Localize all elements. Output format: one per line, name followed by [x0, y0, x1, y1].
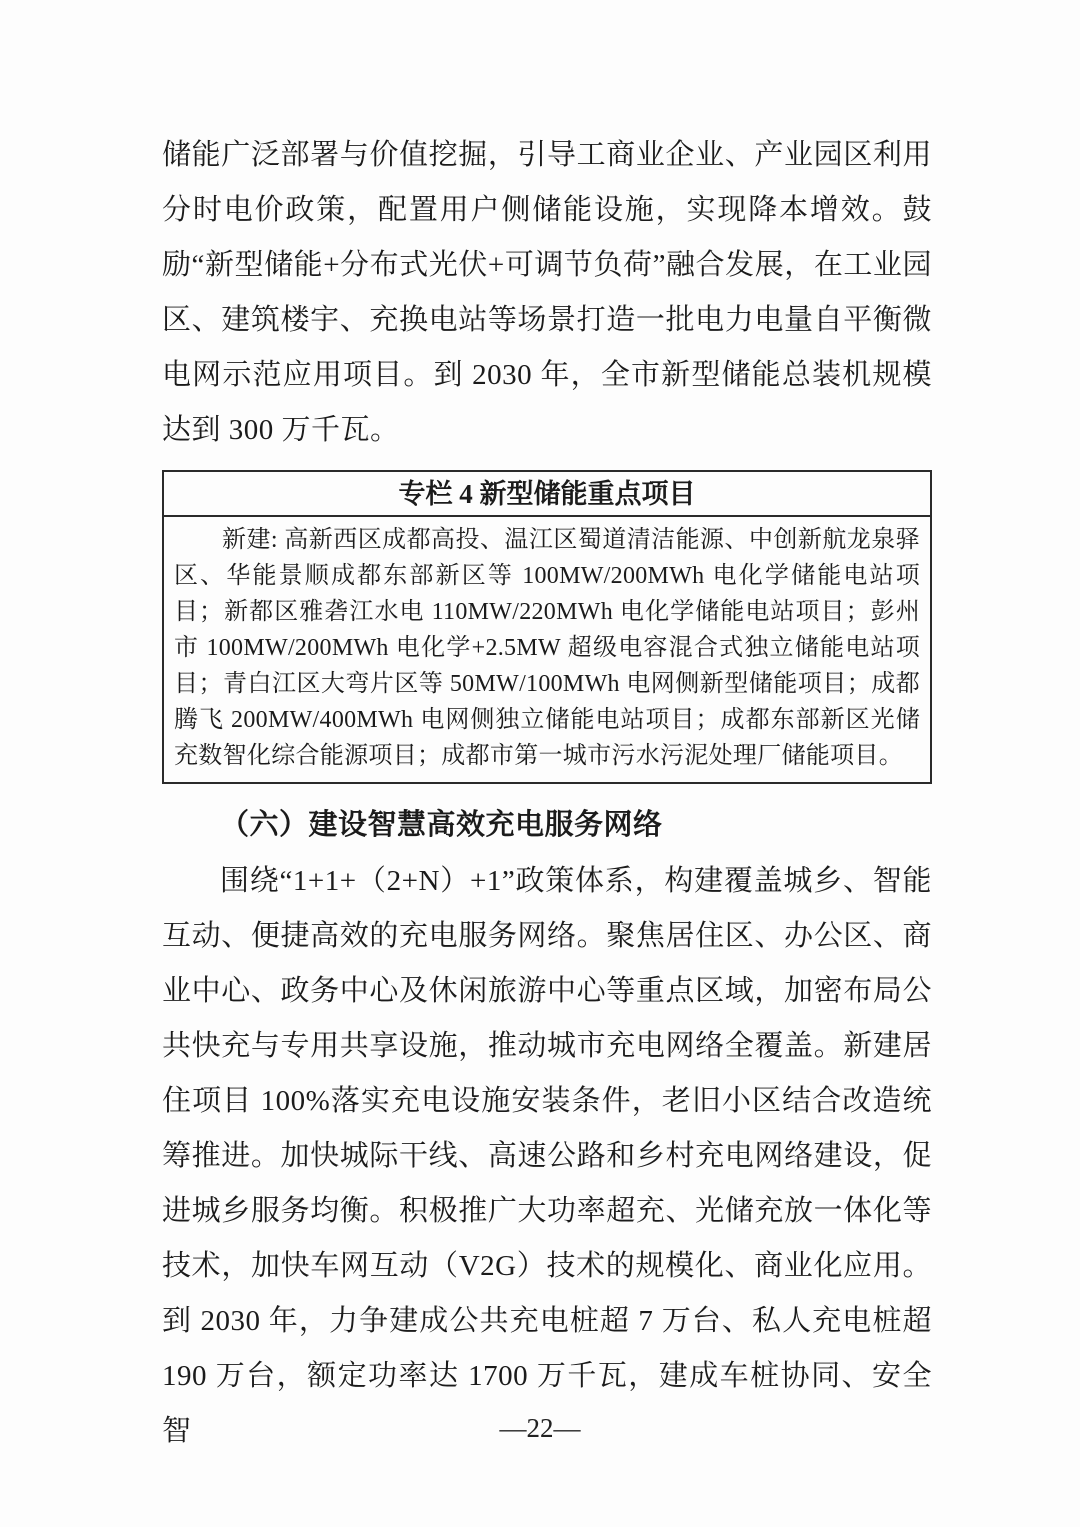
- page-number: —22—: [499, 1413, 581, 1443]
- document-content: [162, 128, 932, 1459]
- column-box-4: [162, 470, 932, 784]
- column-box-body: 新建: 高新西区成都高投、温江区蜀道清洁能源、中创新航龙泉驿区、华能景顺成都东部新区等 100MW/200MWh 电化学储能电站项目；新都区雅砻江水电 110MW/220MWh 电化学储能电站项目；彭州市 100MW/200MWh 电化学+2.5MW 超级电容混合式独立储能电站项目；青白江区大弯片区等 50MW/100MWh 电网侧新型储能项目；成都腾飞 200MW/400MWh 电网侧独立储能电站项目；成都东部新区光储充数智化综合能源项目；成都市第一城市污水污泥处理厂储能项目。: [174, 527, 920, 769]
- paragraph-charging-network: 围绕“1+1+（2+N）+1”政策体系，构建覆盖城乡、智能互动、便捷高效的充电服务网络。聚焦居住区、办公区、商业中心、政务中心及休闲旅游中心等重点区域，加密布局公共快充与专用共享设施，推动城市充电网络全覆盖。新建居住项目 100%落实充电设施安装条件，老旧小区结合改造统筹推进。加快城际干线、高速公路和乡村充电网络建设，促进城乡服务均衡。积极推广大功率超充、光储充放一体化等技术，加快车网互动（V2G）技术的规模化、商业化应用。到 2030 年，力争建成公共充电桩超 7 万台、私人充电桩超 190 万台，额定功率达 1700 万千瓦，建成车桩协同、安全智: [162, 865, 932, 1447]
- section-heading-six: （六）建设智慧高效充电服务网络: [220, 809, 663, 841]
- column-box-title: 专栏 4 新型储能重点项目: [164, 472, 930, 517]
- paragraph-storage-deployment: 储能广泛部署与价值挖掘，引导工商业企业、产业园区利用分时电价政策，配置用户侧储能设施，实现降本增效。鼓励“新型储能+分布式光伏+可调节负荷”融合发展，在工业园区、建筑楼宇、充换电站等场景打造一批电力电量自平衡微电网示范应用项目。到 2030 年，全市新型储能总装机规模达到 300 万千瓦。: [162, 139, 932, 446]
